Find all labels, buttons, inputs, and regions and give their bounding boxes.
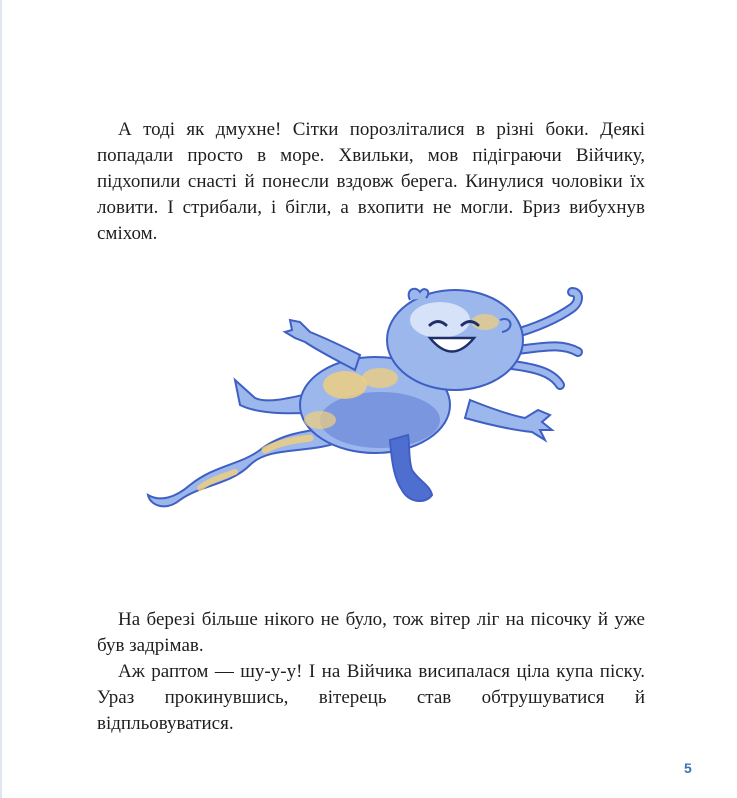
paragraph: Аж раптом — шу-у-у! І на Війчика висипалася ціла купа піску. Ураз прокинувшись, вітерець став обтрушуватися й відпльовуватися.	[97, 661, 645, 734]
text-block-bottom	[97, 607, 645, 737]
text-block-top	[97, 117, 645, 247]
paragraph: А тоді як дмухне! Сітки порозліталися в різні боки. Деякі попадали просто в море. Хвильки, мов підіграючи Війчику, підхопили снасті й понесли вздовж берега. Кинулися чоловіки їх ловити. І стрибали, і бігли, а вхопити не могли. Бриз вибухнув сміхом.	[97, 119, 645, 244]
page-edge	[0, 0, 2, 798]
paragraph: На березі більше нікого не було, тож вітер ліг на пісочку й уже був задрімав.	[97, 609, 645, 656]
page-number: 5	[684, 760, 692, 776]
wind-creature-illustration	[140, 280, 590, 530]
